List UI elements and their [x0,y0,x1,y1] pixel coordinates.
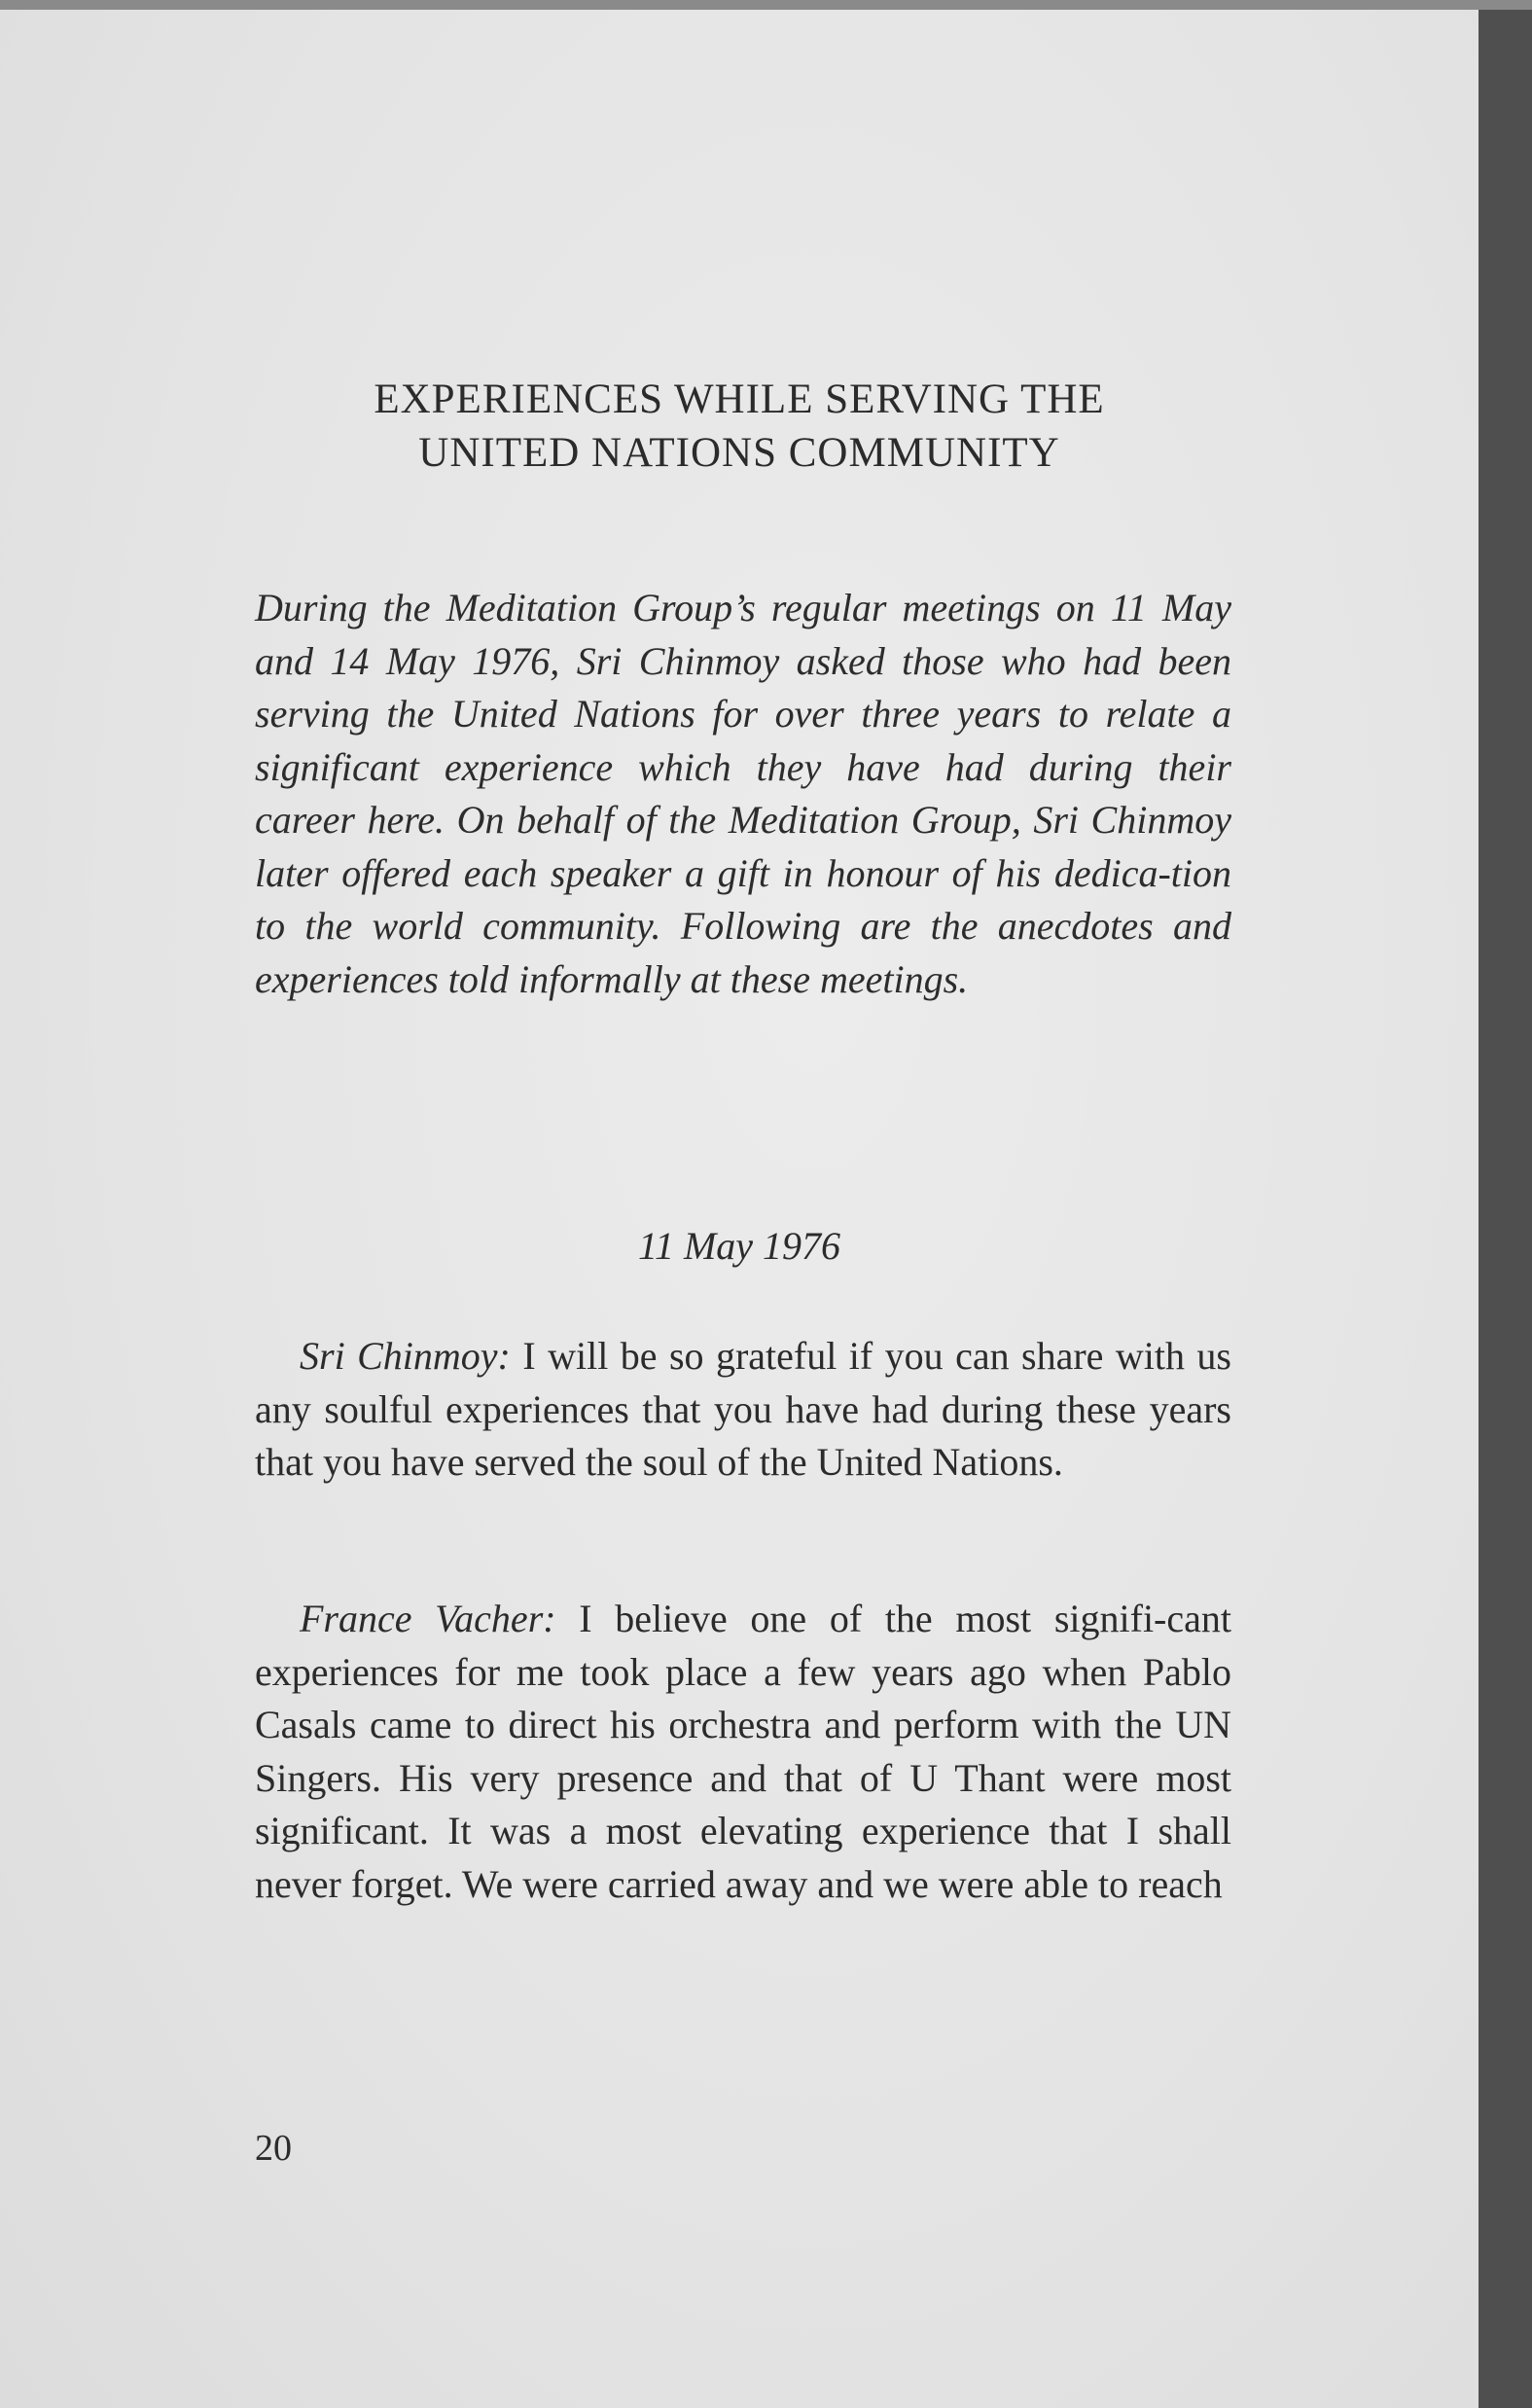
dialogue-paragraph [255,1593,1231,1911]
date-heading: 11 May 1976 [637,1224,841,1268]
scan-right-edge [1479,10,1532,2408]
chapter-title-line-1: EXPERIENCES WHILE SERVING THE [374,377,1105,422]
paragraph-text: I believe one of the most signifi-cant experiences for me took place a few years ago when Pablo Casals came to direct his orchestra and perform with the UN Singers. His very presence and that of U Thant were most significant. It was a most elevating experience that I shall never forget. We were carried away and we were able to reach [255,1597,1231,1906]
chapter-title [233,373,1245,480]
scan-top-edge [0,0,1532,10]
chapter-title-line-2: UNITED NATIONS COMMUNITY [418,430,1060,476]
page-number: 20 [255,2128,292,2169]
dialogue-paragraph [255,1330,1231,1490]
paragraph-text: I will be so grateful if you can share with us any soulful experiences that you have had during these years that you have served the soul of the United Nations. [255,1334,1231,1484]
speaker-name: Sri Chinmoy: [300,1334,511,1378]
intro-paragraph: During the Meditation Group’s regular meetings on 11 May and 14 May 1976, Sri Chinmoy asked those who had been serving the United Nations for over three years to relate a significant experience which they have had during their career here. On behalf of the Meditation Group, Sri Chinmoy later offered each speaker a gift in honour of his dedica-tion to the world community. Following are the anecdotes and experiences told informally at these meetings. [255,586,1231,1001]
speaker-name: France Vacher: [300,1597,556,1640]
